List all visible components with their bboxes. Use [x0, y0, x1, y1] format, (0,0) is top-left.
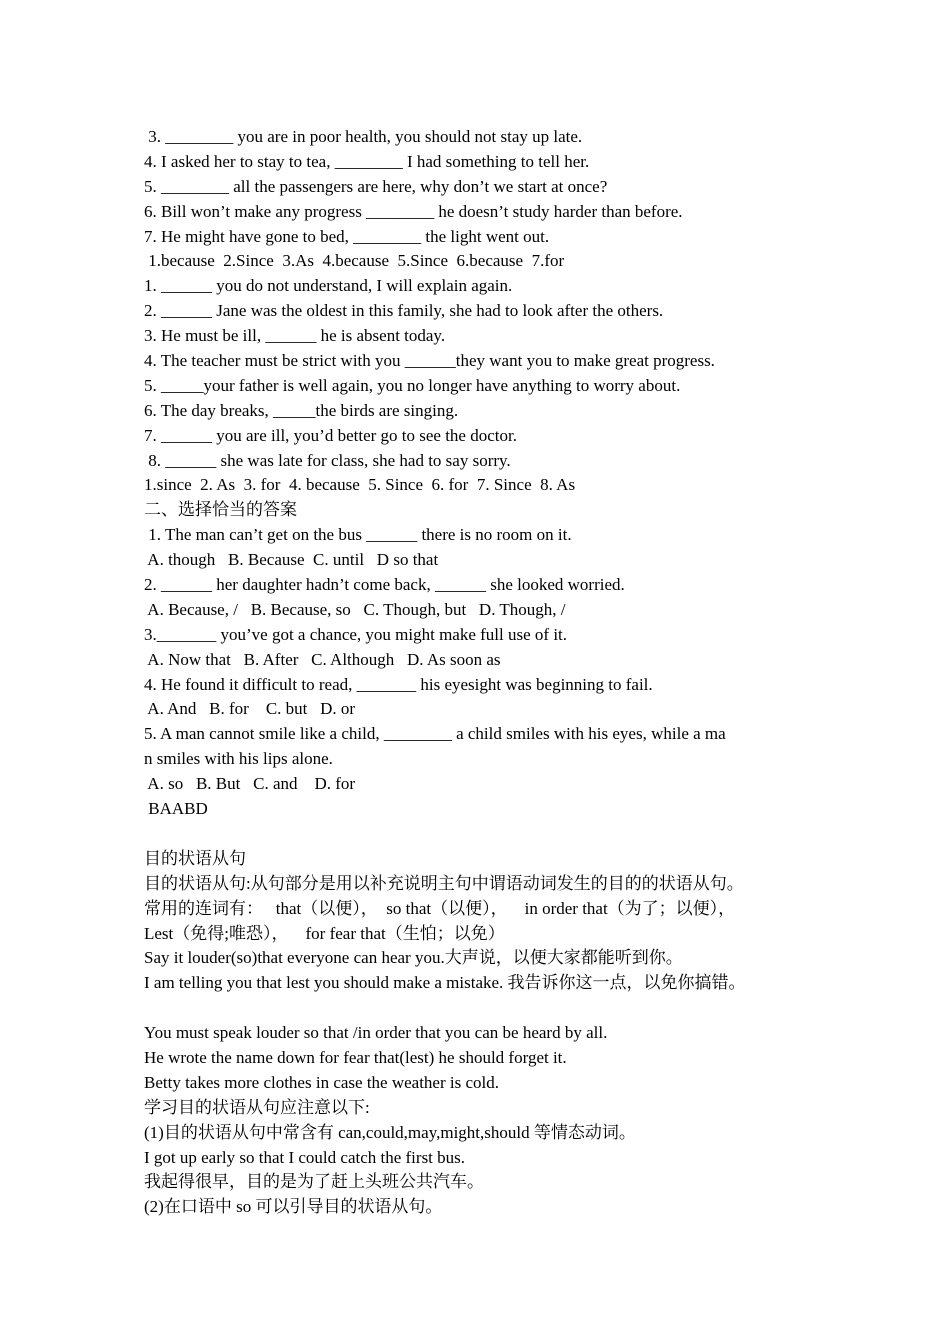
options-line: A. though B. Because C. until D so that — [144, 550, 439, 570]
text-line: 6. The day breaks, _____the birds are singing. — [144, 400, 459, 420]
text-line: 8. ______ she was late for class, she had to say sorry. — [144, 450, 511, 470]
text-line: 目的状语从句:从句部分是用以补充说明主句中谓语动词发生的目的的状语从句。 — [144, 873, 744, 893]
example-line: He wrote the name down for fear that(lest) he should forget it. — [144, 1047, 567, 1067]
options-line: A. Because, / B. Because, so C. Though, but D. Though, / — [144, 599, 566, 619]
answer-key-line: BAABD — [144, 799, 208, 819]
text-line: 学习目的状语从句应注意以下: — [144, 1097, 370, 1117]
options-line: A. Now that B. After C. Although D. As soon as — [144, 649, 501, 669]
example-line: 我起得很早，目的是为了赶上头班公共汽车。 — [144, 1172, 484, 1192]
example-line: Say it louder(so)that everyone can hear you.大声说，以便大家都能听到你。 — [144, 948, 683, 968]
document-page — [144, 125, 844, 1220]
text-line: 1. ______ you do not understand, I will explain again. — [144, 276, 513, 296]
question-line: 1. The man can’t get on the bus ______ there is no room on it. — [144, 525, 572, 545]
example-line: I got up early so that I could catch the first bus. — [144, 1147, 466, 1167]
blank-line — [144, 996, 844, 1021]
text-line: 常用的连词有： that（以便）， so that（以便）， in order that（为了；以便）， — [144, 898, 736, 918]
text-line: (1)目的状语从句中常含有 can,could,may,might,should 等情态动词。 — [144, 1122, 636, 1142]
text-line: 7. ______ you are ill, you’d better go to see the doctor. — [144, 425, 517, 445]
options-line: A. And B. for C. but D. or — [144, 699, 356, 719]
text-line: 6. Bill won’t make any progress ________ he doesn’t study harder than before. — [144, 201, 683, 221]
options-line: A. so B. But C. and D. for — [144, 774, 356, 794]
text-line: 4. I asked her to stay to tea, ________ I had something to tell her. — [144, 151, 590, 171]
example-line: I am telling you that lest you should make a mistake. 我告诉你这一点，以免你搞错。 — [144, 973, 746, 993]
text-line: 3. He must be ill, ______ he is absent today. — [144, 326, 446, 346]
question-line: 3._______ you’ve got a chance, you might make full use of it. — [144, 624, 568, 644]
question-line: 5. A man cannot smile like a child, ________ a child smiles with his eyes, while a ma — [144, 724, 726, 744]
text-line: Lest（免得;唯恐）， for fear that（生怕；以免） — [144, 923, 505, 943]
text-line: 5. ________ all the passengers are here, why don’t we start at once? — [144, 176, 608, 196]
question-line: n smiles with his lips alone. — [144, 749, 333, 769]
text-line: 3. ________ you are in poor health, you should not stay up late. — [144, 127, 583, 146]
section-heading: 目的状语从句 — [144, 848, 246, 868]
answer-key-line: 1.because 2.Since 3.As 4.because 5.Since 6.because 7.for — [144, 251, 565, 271]
section-heading: 二、选择恰当的答案 — [144, 500, 297, 520]
text-line: (2)在口语中 so 可以引导目的状语从句。 — [144, 1197, 443, 1217]
text-line: 4. The teacher must be strict with you ______they want you to make great progress. — [144, 351, 715, 371]
example-line: You must speak louder so that /in order that you can be heard by all. — [144, 1023, 608, 1043]
text-line: 5. _____your father is well again, you no longer have anything to worry about. — [144, 375, 681, 395]
example-line: Betty takes more clothes in case the weather is cold. — [144, 1072, 499, 1092]
text-line: 7. He might have gone to bed, ________ the light went out. — [144, 226, 550, 246]
blank-line — [144, 822, 844, 847]
question-line: 4. He found it difficult to read, _______ his eyesight was beginning to fail. — [144, 674, 653, 694]
question-line: 2. ______ her daughter hadn’t come back, ______ she looked worried. — [144, 575, 625, 595]
text-line: 2. ______ Jane was the oldest in this family, she had to look after the others. — [144, 301, 664, 321]
answer-key-line: 1.since 2. As 3. for 4. because 5. Since 6. for 7. Since 8. As — [144, 475, 576, 495]
